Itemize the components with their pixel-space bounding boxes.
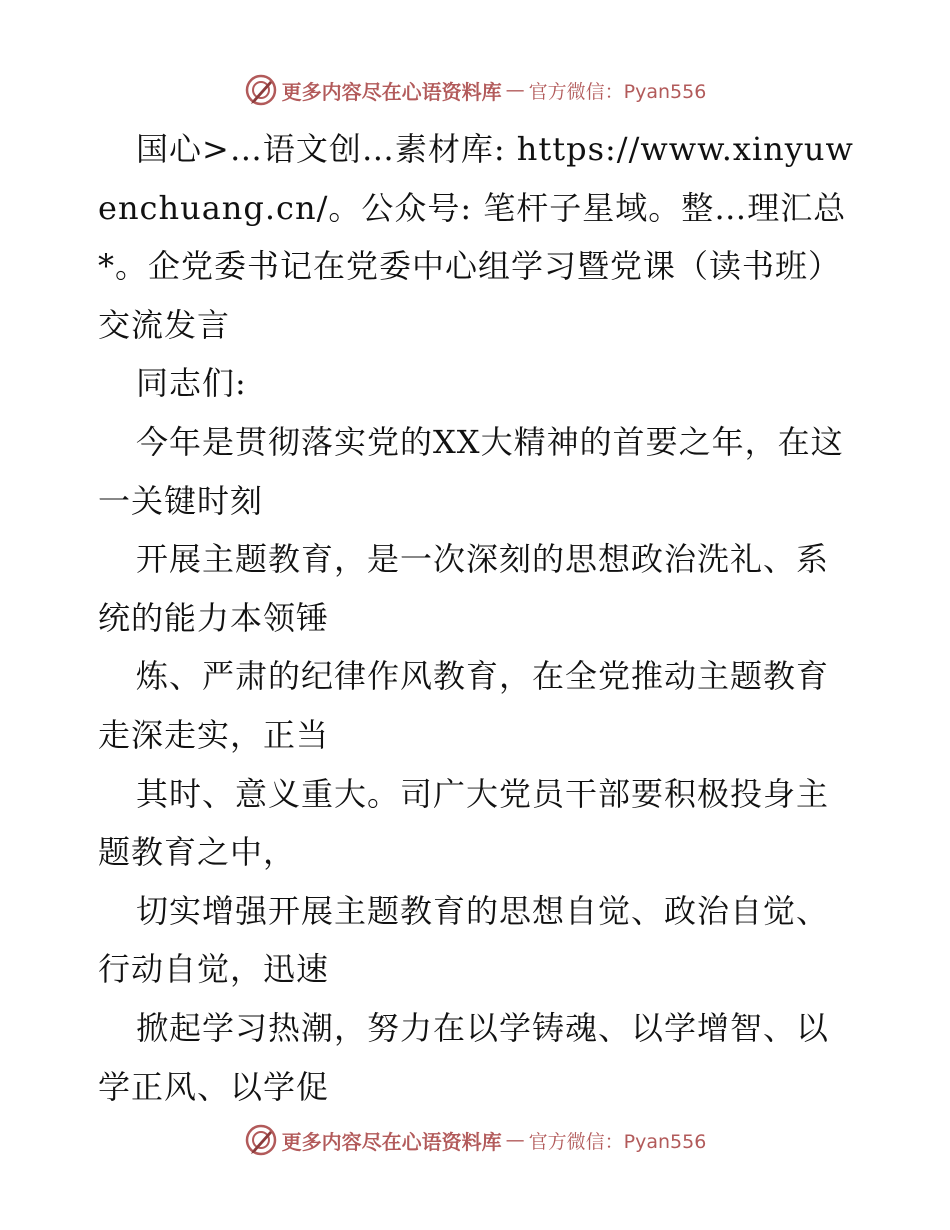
header-banner: [0, 70, 950, 110]
pen-logo-icon: [244, 1123, 278, 1157]
banner-wechat-text: 官方微信：Pyan556: [528, 80, 707, 103]
paragraph: 今年是贯彻落实党的XX大精神的首要之年，在这一关键时刻: [98, 422, 844, 520]
paragraph: 切实增强开展主题教育的思想自觉、政治自觉、行动自觉，迅速: [98, 891, 830, 989]
banner-separator: —: [505, 79, 525, 101]
banner-brand-text: 更多内容尽在心语资料库: [281, 79, 502, 104]
paragraph: 开展主题教育，是一次深刻的思想政治洗礼、系统的能力本领锤: [98, 540, 830, 637]
banner-brand-text: 更多内容尽在心语资料库: [281, 1129, 502, 1154]
footer-banner: [0, 1120, 950, 1160]
paragraph: 国心>…语文创…素材库: https://www.xinyuwenchuang.cn/。公众号: 笔杆子星域。整…理汇总*。企党委书记在党委中心组学习暨党课（读书班）交流发言: [98, 130, 854, 344]
paragraph: 掀起学习热潮，努力在以学铸魂、以学增智、以学正风、以学促: [98, 1008, 830, 1106]
document-body: [98, 120, 858, 1116]
banner-separator: —: [505, 1129, 525, 1151]
paragraph: 其时、意义重大。司广大党员干部要积极投身主题教育之中，: [98, 774, 830, 872]
pen-logo-icon: [244, 73, 278, 107]
banner-wechat-text: 官方微信：Pyan556: [528, 1130, 707, 1153]
paragraph: 同志们:: [136, 364, 247, 403]
paragraph: 炼、严肃的纪律作风教育，在全党推动主题教育走深走实，正当: [98, 657, 830, 754]
